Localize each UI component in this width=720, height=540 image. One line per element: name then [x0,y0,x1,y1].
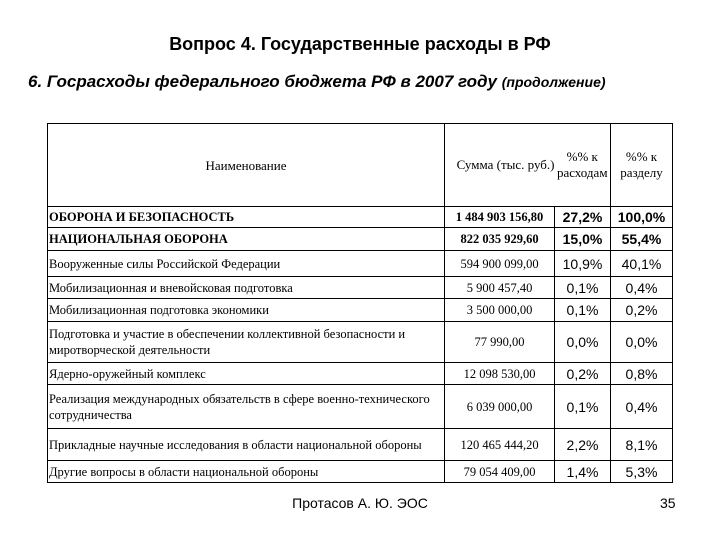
row-name: ОБОРОНА И БЕЗОПАСНОСТЬ [48,207,445,228]
table-row [48,277,673,299]
row-sum: 594 900 099,00 [445,251,555,277]
row-sum: 6 039 000,00 [445,385,555,429]
page-number: 35 [660,495,676,511]
row-pct-expenses: 0,2% [555,363,611,385]
row-pct-expenses: 0,1% [555,299,611,322]
row-pct-expenses: 2,2% [555,429,611,461]
row-name: НАЦИОНАЛЬНАЯ ОБОРОНА [48,228,445,251]
row-sum: 120 465 444,20 [445,429,555,461]
table-row [48,385,673,429]
row-pct-expenses: 15,0% [555,228,611,251]
row-pct-expenses: 10,9% [555,251,611,277]
header-name: Наименование [48,124,445,207]
row-name: Мобилизационная и вневойсковая подготовка [48,277,445,299]
subtitle-main: 6. Госрасходы федерального бюджета РФ в 2007 году [28,72,497,91]
subtitle-continuation: (продолжение) [501,74,606,90]
header-sum: Сумма (тыс. руб.) [445,124,555,207]
header-pct-expenses [555,124,611,207]
row-pct-expenses: 0,0% [555,322,611,363]
row-name: Другие вопросы в области национальной обороны [48,461,445,483]
table-row [48,251,673,277]
row-pct-section: 5,3% [611,461,673,483]
header-pct-section-line1: %% к [625,149,658,164]
row-pct-section: 8,1% [611,429,673,461]
row-sum: 1 484 903 156,80 [445,207,555,228]
header-pct-section [611,124,673,207]
row-pct-section: 0,8% [611,363,673,385]
row-pct-expenses: 0,1% [555,277,611,299]
row-sum: 12 098 530,00 [445,363,555,385]
header-pct-expenses-line2: расходам [556,165,608,180]
row-sum: 3 500 000,00 [445,299,555,322]
header-pct-expenses-line1: %% к [566,149,598,164]
table-header-row [48,124,673,207]
row-pct-section: 0,4% [611,385,673,429]
row-pct-expenses: 0,1% [555,385,611,429]
row-name: Ядерно-оружейный комплекс [48,363,445,385]
table-row [48,299,673,322]
row-sum: 79 054 409,00 [445,461,555,483]
row-sum: 822 035 929,60 [445,228,555,251]
row-name: Подготовка и участие в обеспечении коллективной безопасности и миротворческой деятельности [48,322,445,363]
slide-subtitle [28,72,708,92]
table-row [48,461,673,483]
table-row [48,228,673,251]
budget-table [47,123,673,483]
row-pct-expenses: 1,4% [555,461,611,483]
row-name: Мобилизационная подготовка экономики [48,299,445,322]
table-row [48,322,673,363]
row-pct-section: 0,0% [611,322,673,363]
row-pct-section: 40,1% [611,251,673,277]
table-row [48,207,673,228]
row-pct-section: 55,4% [611,228,673,251]
row-name: Реализация международных обязательств в сфере военно-технического сотрудничества [48,385,445,429]
table-row [48,363,673,385]
slide-title: Вопрос 4. Государственные расходы в РФ [169,34,551,54]
row-pct-section: 0,2% [611,299,673,322]
row-pct-section: 100,0% [611,207,673,228]
row-sum: 5 900 457,40 [445,277,555,299]
table-row [48,429,673,461]
row-name: Прикладные научные исследования в области национальной обороны [48,429,445,461]
row-name: Вооруженные силы Российской Федерации [48,251,445,277]
footer-author: Протасов А. Ю. ЭОС [292,495,428,511]
row-pct-section: 0,4% [611,277,673,299]
row-sum: 77 990,00 [445,322,555,363]
row-pct-expenses: 27,2% [555,207,611,228]
header-pct-section-line2: разделу [620,165,663,180]
